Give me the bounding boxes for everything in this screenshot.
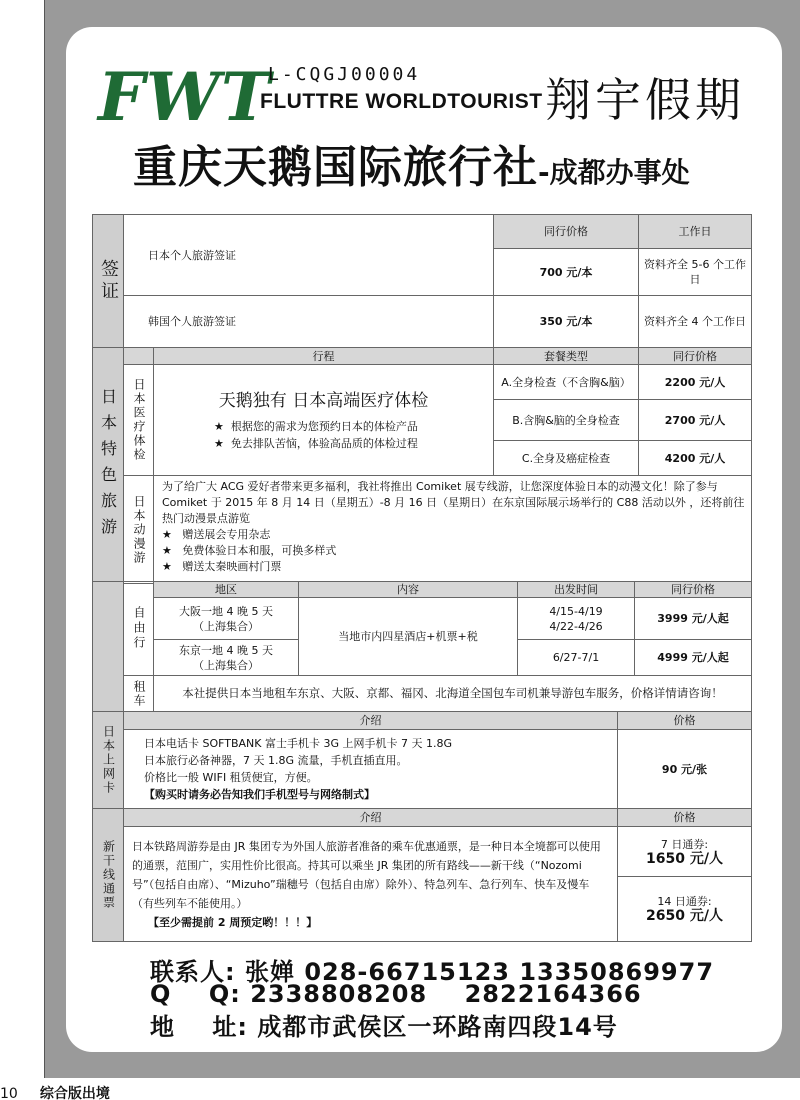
visa-japan-name: 日本个人旅游签证	[124, 215, 494, 296]
free-col-area: 地区	[154, 582, 299, 598]
rail-price-14: 14 日通券: 2650 元/人	[618, 877, 752, 942]
free-col-date: 出发时间	[518, 582, 635, 598]
page-footer	[0, 1083, 110, 1100]
anime-intro: 为了给广大 ACG 爱好者带来更多福利，我社将推出 Comiket 展专线游，让您深度体验日本的动漫文化！除了参与 Comiket 于 2015 年 8 月 14 日（星期五）-8 月 16 日（星期日）在东京国际展示场举行的 C88 活动以外 ，还将前往热门动漫景点游览	[162, 480, 745, 525]
free-travel-table	[92, 581, 752, 712]
free-col-price: 同行价格	[635, 582, 752, 598]
contact-qq: Q Q: 2338808208 2822164366	[150, 980, 642, 1008]
free-date-tokyo: 6/27-7/1	[518, 640, 635, 676]
japan-col-package: 套餐类型	[494, 348, 639, 365]
page-number: 10	[0, 1086, 18, 1100]
anime-label: 日本动漫游	[124, 476, 154, 584]
anime-bullet: ★ 免费体验日本和服，可换多样式	[162, 544, 337, 557]
sim-price: 90 元/张	[618, 730, 752, 809]
car-label: 租车	[124, 676, 154, 712]
free-price-tokyo: 4999 元/人起	[635, 640, 752, 676]
visa-col-price: 同行价格	[494, 215, 639, 249]
sim-section-label: 日本上网卡	[93, 712, 124, 809]
visa-section-label: 签证	[93, 215, 124, 348]
rail-note: 【至少需提前 2 周预定哟！！！】	[148, 915, 318, 929]
visa-korea-name: 韩国个人旅游签证	[124, 296, 494, 348]
rail-intro	[124, 827, 618, 942]
medical-title: 天鹅独有 日本高端医疗体检	[218, 391, 429, 411]
medical-bullet: ★ 根据您的需求为您预约日本的体检产品	[214, 420, 418, 433]
japan-col-blank	[124, 348, 154, 365]
visa-korea-days: 资料齐全 4 个工作日	[639, 296, 752, 348]
visa-korea-price: 350 元/本	[494, 296, 639, 348]
japan-col-itinerary: 行程	[154, 348, 494, 365]
free-date-osaka: 4/15-4/19 4/22-4/26	[518, 598, 635, 640]
medical-package-b: B.含胸&脑的全身检查	[494, 400, 639, 441]
medical-price-b: 2700 元/人	[639, 400, 752, 441]
japan-section-cont	[93, 582, 124, 712]
free-price-osaka: 3999 元/人起	[635, 598, 752, 640]
sim-intro	[124, 730, 618, 809]
anime-bullet: ★ 赠送展会专用杂志	[162, 528, 271, 541]
free-label: 自由行	[124, 582, 154, 676]
section-name: 综合版出境	[39, 1086, 110, 1100]
visa-japan-price: 700 元/本	[494, 249, 639, 296]
rail-col-intro: 介绍	[124, 809, 618, 827]
japan-col-price: 同行价格	[639, 348, 752, 365]
license-code: L-CQGJ00004	[268, 64, 421, 85]
sim-col-intro: 介绍	[124, 712, 618, 730]
brand-cn: 翔宇假期	[545, 73, 745, 127]
contact-address: 地 址: 成都市武侯区一环路南四段14号	[150, 1013, 618, 1041]
visa-table	[92, 214, 752, 348]
medical-price-c: 4200 元/人	[639, 441, 752, 476]
fwt-logo: FWT	[98, 58, 272, 136]
visa-col-days: 工作日	[639, 215, 752, 249]
japan-tours-table	[92, 347, 752, 584]
anime-content	[154, 476, 752, 584]
rail-section-label: 新干线通票	[93, 809, 124, 942]
rail-text: 日本铁路周游券是由 JR 集团专为外国人旅游者准备的乘车优惠通票，是一种日本全境都可以使用的通票，范围广，实用性价比很高。持其可以乘坐 JR 集团的所有路线——新干线（“Nozomi 号”（包括自由席）、“Mizuho”瑞穗号（包括自由席）除外）、特急列车、急行列车、快车及慢车（有些列车不能使用。）	[132, 839, 601, 910]
sim-line: 价格比一般 WIFI 租赁便宜，方便。	[144, 771, 318, 784]
anime-bullet: ★ 赠送太秦映画村门票	[162, 560, 282, 573]
japan-section-label: 日本特色旅游	[93, 348, 124, 584]
medical-price-a: 2200 元/人	[639, 365, 752, 400]
free-area-tokyo: 东京一地 4 晚 5 天 （上海集合）	[154, 640, 299, 676]
sim-line: 【购买时请务必告知我们手机型号与网络制式】	[144, 788, 375, 801]
contact-person: 联系人: 张婵 028-66715123 13350869977	[150, 958, 715, 986]
medical-bullet: ★ 免去排队苦恼，体验高品质的体检过程	[214, 437, 418, 450]
sim-line: 日本旅行必备神器，7 天 1.8G 流量，手机直插直用。	[144, 754, 408, 767]
rail-table	[92, 808, 752, 942]
free-content: 当地市内四星酒店+机票+税	[299, 598, 518, 676]
visa-japan-days: 资料齐全 5-6 个工作日	[639, 249, 752, 296]
free-col-content: 内容	[299, 582, 518, 598]
sim-table	[92, 711, 752, 809]
rail-col-price: 价格	[618, 809, 752, 827]
medical-package-a: A.全身检查（不含胸&脑）	[494, 365, 639, 400]
sim-line: 日本电话卡 SOFTBANK 富士手机卡 3G 上网手机卡 7 天 1.8G	[144, 737, 453, 750]
sim-col-price: 价格	[618, 712, 752, 730]
company-title: 重庆天鹅国际旅行社-成都办事处	[133, 142, 690, 193]
rail-price-7: 7 日通券: 1650 元/人	[618, 827, 752, 877]
medical-package-c: C.全身及癌症检查	[494, 441, 639, 476]
english-name: FLUTTRE WORLDTOURIST	[260, 90, 543, 113]
medical-itinerary	[154, 365, 494, 476]
car-text: 本社提供日本当地租车东京、大阪、京都、福冈、北海道全国包车司机兼导游包车服务，价格详情请咨询！	[154, 676, 752, 712]
medical-label: 日本医疗体检	[124, 365, 154, 476]
free-area-osaka: 大阪一地 4 晚 5 天 （上海集合）	[154, 598, 299, 640]
